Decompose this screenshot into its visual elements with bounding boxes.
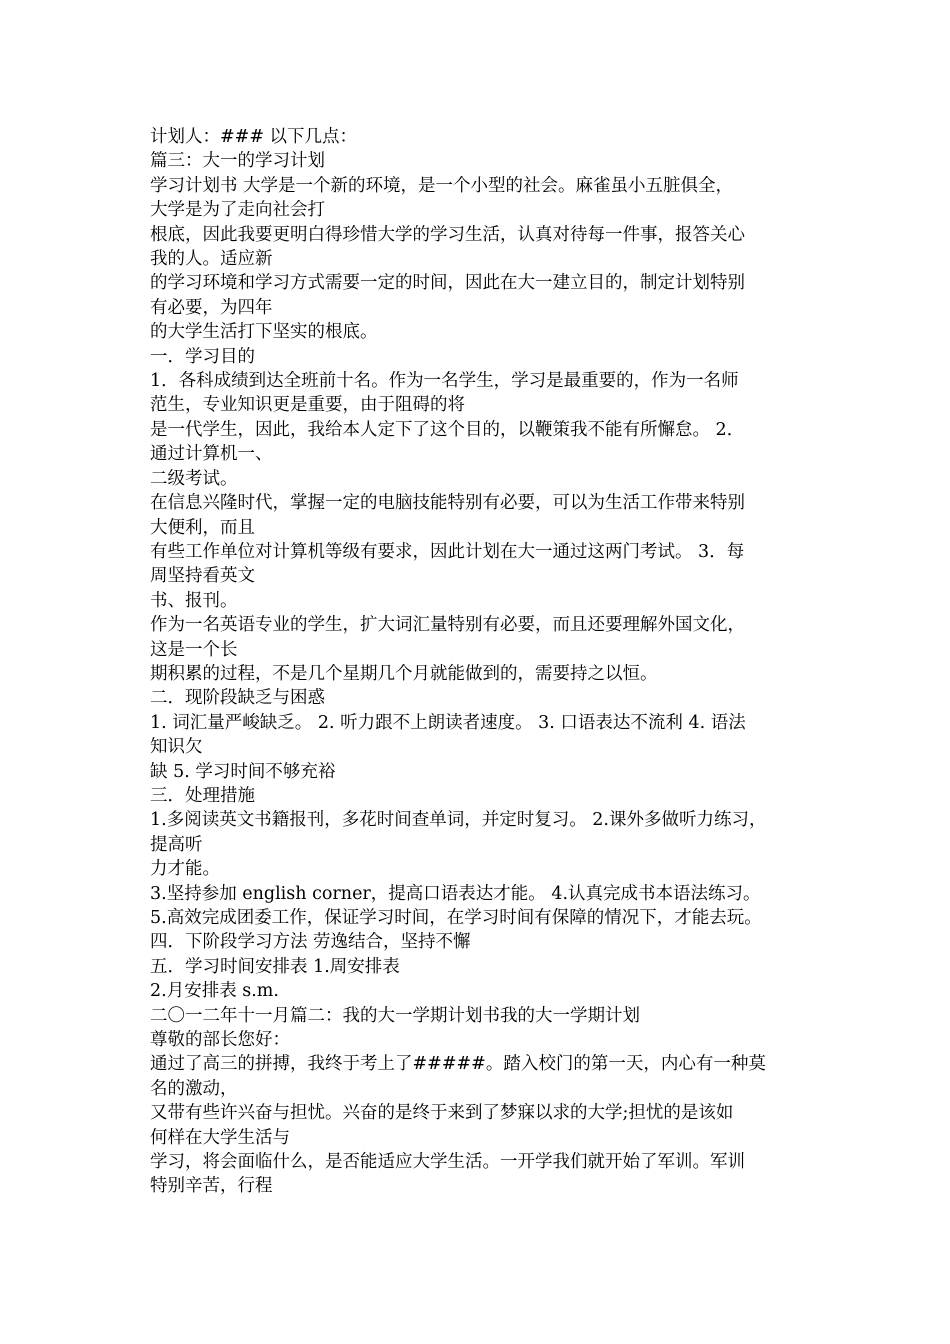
text-line: 二〇一二年十一月篇二：我的大一学期计划书我的大一学期计划 bbox=[150, 1005, 640, 1026]
text-line: 周坚持看英文 bbox=[150, 566, 255, 587]
text-line: 提高听 bbox=[150, 834, 203, 855]
text-line: 学习计划书 大学是一个新的环境，是一个小型的社会。麻雀虽小五脏俱全， bbox=[150, 175, 734, 196]
text-line: 3.坚持参加 english corner，提高口语表达才能。 4.认真完成书本语法练习。 bbox=[150, 883, 761, 904]
text-line: 1. 词汇量严峻缺乏。 2. 听力跟不上朗读者速度。 3. 口语表达不流利 4. 语法 bbox=[150, 712, 746, 733]
text-line: 我的人。适应新 bbox=[150, 249, 273, 270]
text-line: 有必要，为四年 bbox=[150, 297, 273, 318]
text-line: 期积累的过程，不是几个星期几个月就能做到的，需要持之以恒。 bbox=[150, 663, 658, 684]
text-line: 学习，将会面临什么，是否能适应大学生活。一开学我们就开始了军训。军训 bbox=[150, 1152, 745, 1173]
text-line: 力才能。 bbox=[150, 859, 220, 880]
text-line: 计划人：### 以下几点： bbox=[150, 127, 358, 147]
text-line: 是一代学生，因此，我给本人定下了这个目的，以鞭策我不能有所懈怠。 2． bbox=[150, 419, 745, 440]
text-line: 大便利，而且 bbox=[150, 517, 255, 538]
text-line: 知识欠 bbox=[150, 737, 203, 758]
text-line: 五．学习时间安排表 1.周安排表 bbox=[150, 956, 400, 977]
text-line: 何样在大学生活与 bbox=[150, 1127, 290, 1148]
text-line: 作为一名英语专业的学生，扩大词汇量特别有必要，而且还要理解外国文化， bbox=[150, 615, 745, 636]
text-line: 的学习环境和学习方式需要一定的时间，因此在大一建立目的，制定计划特别 bbox=[150, 273, 745, 294]
text-line: 名的激动， bbox=[150, 1078, 238, 1099]
text-line: 二级考试。 bbox=[150, 468, 238, 489]
text-line: 大学是为了走向社会打 bbox=[150, 200, 325, 221]
text-line: 一．学习目的 bbox=[150, 346, 255, 367]
text-line: 1．各科成绩到达全班前十名。作为一名学生，学习是最重要的，作为一名师 bbox=[150, 371, 739, 392]
text-line: 通过计算机一、 bbox=[150, 444, 273, 465]
document-body bbox=[150, 125, 815, 1199]
text-line: 书、报刊。 bbox=[150, 590, 238, 611]
text-line: 5.高效完成团委工作，保证学习时间，在学习时间有保障的情况下，才能去玩。 bbox=[150, 908, 762, 928]
text-line: 这是一个长 bbox=[150, 639, 238, 660]
text-line: 特别辛苦，行程 bbox=[150, 1176, 273, 1197]
text-line: 在信息兴隆时代，掌握一定的电脑技能特别有必要，可以为生活工作带来特别 bbox=[150, 493, 745, 514]
text-line: 四．下阶段学习方法 劳逸结合，坚持不懈 bbox=[150, 932, 471, 953]
text-line: 通过了高三的拼搏，我终于考上了#####。踏入校门的第一天，内心有一种莫 bbox=[150, 1054, 766, 1075]
text-line: 有些工作单位对计算机等级有要求，因此计划在大一通过这两门考试。 3．每 bbox=[150, 541, 745, 562]
text-line: 范生，专业知识更是重要，由于阻碍的将 bbox=[150, 395, 465, 416]
text-line: 1.多阅读英文书籍报刊，多花时间查单词，并定时复习。 2.课外多做听力练习， bbox=[150, 810, 767, 831]
text-line: 又带有些许兴奋与担忧。兴奋的是终于来到了梦寐以求的大学;担忧的是该如 bbox=[150, 1103, 734, 1124]
text-line: 篇三：大一的学习计划 bbox=[150, 151, 325, 172]
text-line: 三．处理措施 bbox=[150, 785, 255, 806]
text-line: 2.月安排表 s.m. bbox=[150, 981, 279, 1002]
text-line: 根底，因此我要更明白得珍惜大学的学习生活，认真对待每一件事，报答关心 bbox=[150, 224, 745, 245]
text-line: 缺 5. 学习时间不够充裕 bbox=[150, 761, 336, 782]
text-line: 二．现阶段缺乏与困惑 bbox=[150, 688, 325, 709]
text-line: 尊敬的部长您好： bbox=[150, 1030, 290, 1051]
text-line: 的大学生活打下坚实的根底。 bbox=[150, 322, 378, 343]
